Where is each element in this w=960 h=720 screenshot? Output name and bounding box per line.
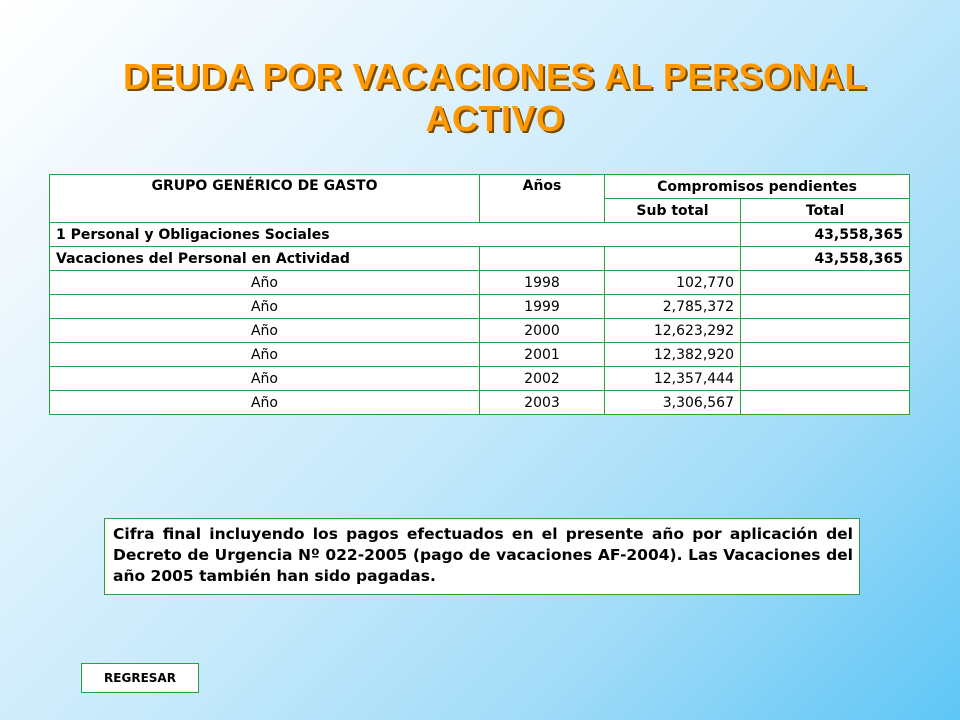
group-label: 1 Personal y Obligaciones Sociales	[50, 223, 741, 247]
row-total	[741, 319, 910, 343]
row-year: 1998	[480, 271, 605, 295]
table-row	[50, 319, 910, 343]
header-compromisos: Compromisos pendientes	[605, 175, 910, 199]
row-total	[741, 367, 910, 391]
subgroup-label: Vacaciones del Personal en Actividad	[50, 247, 480, 271]
subgroup-row	[50, 247, 910, 271]
header-row-1	[50, 175, 910, 199]
table-row	[50, 295, 910, 319]
page-title	[0, 56, 960, 140]
row-subtotal: 102,770	[605, 271, 741, 295]
row-subtotal: 12,623,292	[605, 319, 741, 343]
page-title-line2: ACTIVO	[425, 98, 565, 139]
table-row	[50, 367, 910, 391]
row-year: 2002	[480, 367, 605, 391]
row-year: 2003	[480, 391, 605, 415]
subgroup-total: 43,558,365	[741, 247, 910, 271]
subgroup-subtotal	[605, 247, 741, 271]
header-total: Total	[741, 199, 910, 223]
row-year: 1999	[480, 295, 605, 319]
row-total	[741, 271, 910, 295]
row-subtotal: 12,382,920	[605, 343, 741, 367]
row-subtotal: 2,785,372	[605, 295, 741, 319]
row-label: Año	[50, 391, 480, 415]
row-subtotal: 3,306,567	[605, 391, 741, 415]
subgroup-year	[480, 247, 605, 271]
row-year: 2000	[480, 319, 605, 343]
header-subtotal: Sub total	[605, 199, 741, 223]
regresar-button[interactable]: REGRESAR	[81, 663, 199, 693]
row-label: Año	[50, 271, 480, 295]
group-row	[50, 223, 910, 247]
row-label: Año	[50, 319, 480, 343]
row-label: Año	[50, 343, 480, 367]
page-title-line1: DEUDA POR VACACIONES AL PERSONAL	[122, 56, 868, 97]
row-total	[741, 343, 910, 367]
group-total: 43,558,365	[741, 223, 910, 247]
header-grupo: GRUPO GENÉRICO DE GASTO	[50, 175, 480, 223]
note-box: Cifra final incluyendo los pagos efectuados en el presente año por aplicación del Decreto de Urgencia Nº 022-2005 (pago de vacaciones AF-2004). Las Vacaciones del año 2005 también han sido pagadas.	[104, 518, 860, 595]
row-label: Año	[50, 367, 480, 391]
header-anos: Años	[480, 175, 605, 223]
row-total	[741, 391, 910, 415]
row-year: 2001	[480, 343, 605, 367]
table-row	[50, 343, 910, 367]
table-row	[50, 271, 910, 295]
row-total	[741, 295, 910, 319]
row-label: Año	[50, 295, 480, 319]
debt-table	[49, 174, 910, 415]
row-subtotal: 12,357,444	[605, 367, 741, 391]
table-row	[50, 391, 910, 415]
